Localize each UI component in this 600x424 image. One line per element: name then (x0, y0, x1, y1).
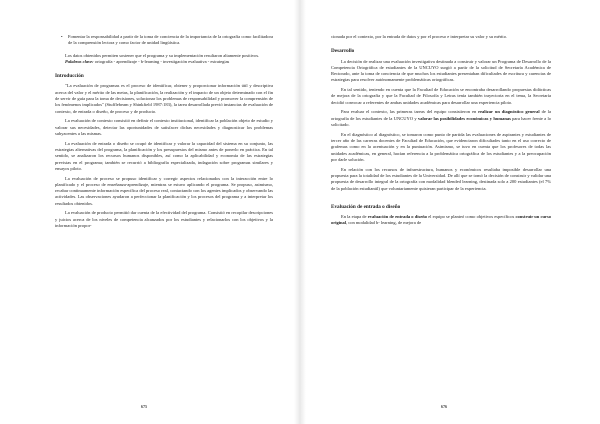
development-heading: Desarrollo (331, 48, 355, 55)
development-paragraph-3 (331, 109, 551, 128)
right-text-column (331, 34, 551, 227)
emphasis-course: construir un curso original (331, 214, 551, 226)
development-paragraph-2: En tal sentido, teniendo en cuenta que la Facultad de Educación se encontraba desarrollando propuestas didácticas de mejora de la ortografía y que la Facultad de Filosofía y Letras tenía también trayectoria en el tema, la Secretaría decidió convocar a referentes de ambas unidades académicas para desarrollar una experiencia piloto. (331, 87, 551, 105)
paragraph-text: Para evaluar el contexto, las primeras tareas del equipo consistieron en (341, 109, 479, 115)
results-paragraph: Los datos obtenidos permiten sostener que el programa y su implementación resultaron altamente positivos. (65, 52, 260, 58)
objective-bullet (61, 34, 273, 47)
intro-heading: Introducción (55, 73, 84, 80)
development-paragraph-5: En relación con los recursos de infraestructura, humanos y económicos resultaba imposible desarrollar una propuesta para la totalidad de los estudiantes de la Universidad. De allí que se tomó la decisión de construir y validar una propuesta de desarrollo integral de la ortografía con modalidad blended learning, destinada solo a 200 estudiantes (el 7% de la población estudiantil) que voluntariamente quisieran participar de la experiencia. (331, 166, 551, 191)
paragraph-text: de la ortografía de los estudiantes de la UNCUYO y (331, 109, 552, 121)
right-page (300, 0, 588, 424)
paragraph-text: En la etapa de (341, 214, 368, 220)
intro-paragraph-5: La evaluación de producto permitió dar cuenta de la efectividad del programa. Consistió en recopilar descripciones y juicios acerca de los niveles de competencia alcanzados por los estudiantes y relacionarlos con los objetivos y la información propor- (55, 210, 273, 228)
bullet-dot-icon: • (61, 34, 63, 39)
keywords-text: ortografía - aprendizaje - b-learning - investigación evaluativa - estrategias (93, 58, 230, 64)
evaluation-paragraph (331, 214, 551, 227)
intro-paragraph-1: "La evaluación de programas es el proceso de identificar, obtener y proporcionar información útil y descriptiva acerca del valor y el mérito de las metas, la planificación, la realización y el impacto de un objeto determinado con el fin de servir de guía para la toma de decisiones, solucionar los problemas de responsabilidad y promover la comprensión de los fenómenos implicados" (Stufflebeam y Shinkfield 1987:183), la tarea desarrollada previó instancias de evaluación de contexto, de entrada o diseño, de proceso y de producto. (55, 83, 273, 114)
intro-paragraph-2: La evaluación de contexto consistió en definir el contexto institucional, identificar la población objeto de estudio y valorar sus necesidades, detectar las oportunidades de satisfacer dichas necesidades y diagnosticar los problemas subyacentes a las mismas. (55, 118, 273, 136)
keywords-line (55, 59, 273, 65)
right-page-number: 676 (440, 404, 448, 409)
emphasis-diagnostic: realizar un diagnóstico general (478, 109, 540, 115)
paragraph-text: para hacer frente a lo solicitado. (331, 115, 551, 128)
keywords-label: Palabras clave: (65, 58, 94, 64)
paragraph-text: , con modalidad b- learning, de mejora de (346, 220, 422, 226)
bullet-text: Fomentar la responsabilidad a partir de la toma de conciencia de la importancia de la ortografía como facilitadora de la comprensión lectora y como factor de unidad lingüística. (68, 34, 273, 46)
left-page-number: 675 (140, 404, 148, 409)
left-text-column (55, 34, 273, 229)
development-paragraph-4: En el diagnóstico al diagnóstico, se tomaron como punto de partida las evaluaciones de aspirantes y estudiantes de tercer año de las carreras docentes de Facultad de Educación, que evidenciaron dificultades tanto en el uso correcto de grafemas como en la acentuación y en la puntuación. Asimismo, se tuvo en cuenta que los profesores de todas las unidades académicas, en general, hacían referencia a la problemática ortográfica de los estudiantes y a la preocupación por darle solución. (331, 131, 551, 162)
evaluation-heading: Evaluación de entrada o diseño (331, 203, 401, 210)
continued-paragraph: cionada por el contexto, por la entrada de datos y por el proceso e interpretar su valor y su mérito. (331, 34, 508, 39)
emphasis-resources: valorar las posibilidades económicas y humanas (417, 115, 511, 121)
intro-paragraph-3: La evaluación de entrada o diseño se ocupó de identificar y valorar la capacidad del sistema en su conjunto, las estrategias alternativas del programa, la planificación y los presupuestos del mismo antes de ponerlo en práctica. En tal sentido, se analizaron los recursos humanos disponibles, así como la aplicabilidad y economía de las estrategias previstas en el programa; también se recurrió a bibliografía especializada, indagación sobre programas similares y ensayos piloto. (55, 140, 273, 171)
development-paragraph-1: La decisión de realizar una evaluación investigativa destinada a construir y valorar un Programa de Desarrollo de la Competencia Ortográfica de estudiantes de la UNCUYO surgió a partir de la solicitud de Secretaría Académica de Rectorado, ante la toma de conciencia de que muchos los estudiantes presentaban dificultades de escritura y carencias de estrategias para resolver autónomamente problemáticas ortográficas. (331, 58, 551, 83)
paragraph-text: el equipo se planteó como objetivos específicos (426, 214, 516, 220)
intro-paragraph-4: La evaluación de proceso se propuso identificar y corregir aspectos relacionados con la interacción entre lo planificado y el proceso de enseñanza-aprendizaje, mientras se estuvo aplicando el programa. Se propuso, asimismo, recabar continuamente información específica del proceso real, contactando con los agentes implicados y observando las actividades. Las observaciones ayudaron a perfeccionar la planificación y los procesos del programa y a interpretar los resultados obtenidos. (55, 175, 273, 206)
emphasis-evaluation-stage: evaluación de entrada o diseño (367, 214, 427, 220)
left-page (0, 0, 288, 424)
